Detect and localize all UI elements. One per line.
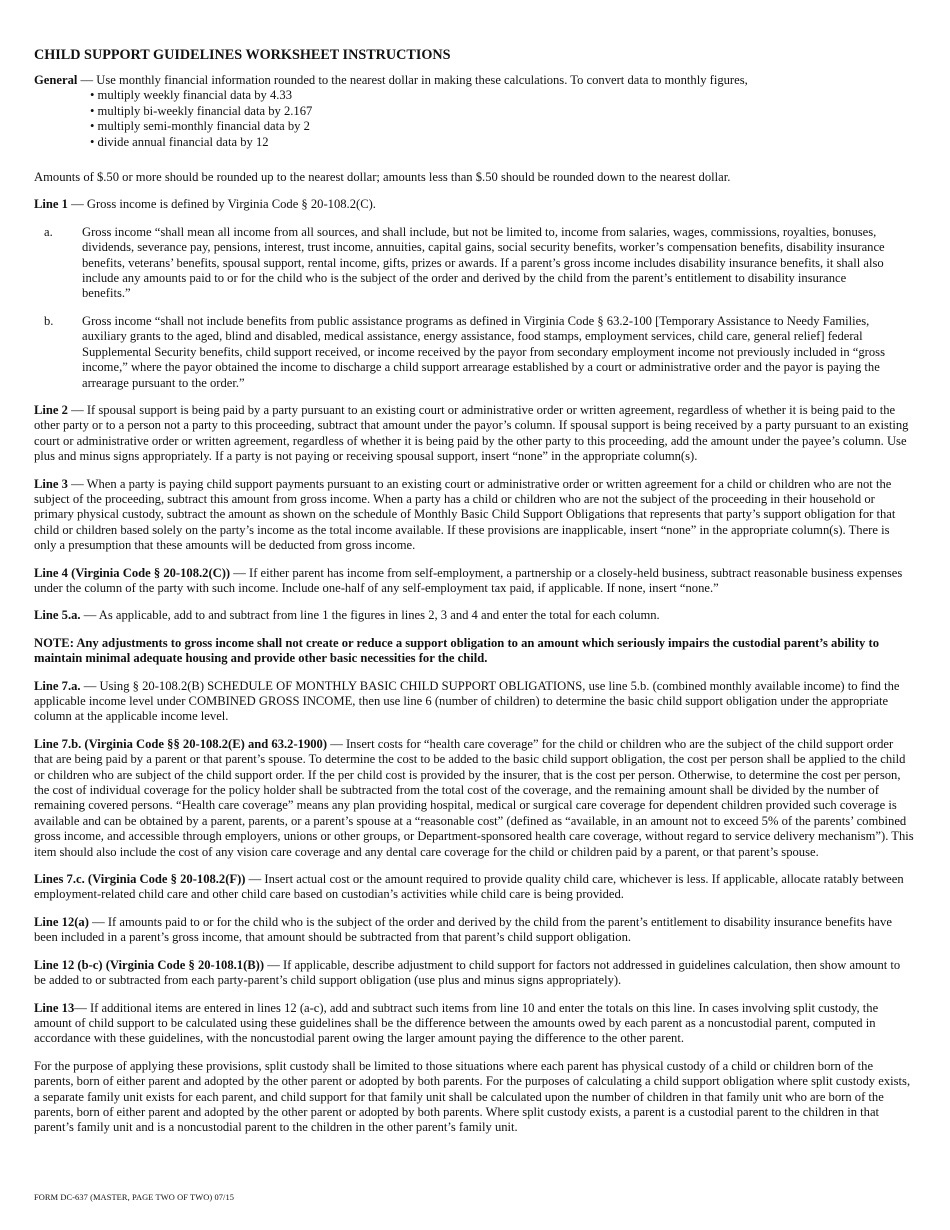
line13-paragraph — [34, 1001, 914, 1047]
line4-label: Line 4 (Virginia Code § 20-108.2(C)) — [34, 565, 231, 580]
line13-label: Line 13 — [34, 1000, 75, 1015]
line7c-text: — Insert actual cost or the amount required to provide quality child care, whichever is less. If applicable, allocate ratably between employment-related child care and other child care based on custodian’s activities while child care is being provided. — [34, 872, 904, 902]
page-title: CHILD SUPPORT GUIDELINES WORKSHEET INSTRUCTIONS — [34, 47, 451, 63]
line1-text: — Gross income is defined by Virginia Code § 20-108.2(C). — [67, 197, 376, 212]
item-text: Gross income “shall not include benefits from public assistance programs as defined in Virginia Code § 63.2-100 [Temporary Assistance to Needy Families, auxiliary grants to the aged, blind and disabled, medical assistance, energy assistance, food stamps, employment services, child care, general relief] federal Supplemental Security benefits, child support received, or income received by the payor from secondary employment income not previously included in “gross income,” where the payor obtained the income to discharge a child support arrearage established by a court or administrative order and the payor is paying the arrearage pursuant to the order.” — [82, 313, 885, 390]
line7b-label: Line 7.b. (Virginia Code §§ 20-108.2(E) and 63.2-1900) — [34, 736, 328, 751]
list-item: • multiply bi-weekly financial data by 2.167 — [90, 103, 313, 118]
line13-text: — If additional items are entered in lines 12 (a-c), add and subtract such items from line 10 and enter the totals on this line. In cases involving split custody, the amount of child support to be calculated using these guidelines shall be the difference between the amounts owed by each parent as a noncustodial parent, computed in accordance with these guidelines, with the noncustodial parent owing the larger amount paying the difference to the other parent. — [34, 1000, 879, 1046]
line5a-label: Line 5.a. — [34, 608, 81, 623]
line12bc-paragraph — [34, 958, 914, 989]
general-text: — Use monthly financial information rounded to the nearest dollar in making these calculations. To convert data to monthly figures, — [77, 73, 748, 87]
line4-text: — If either parent has income from self-employment, a partnership or a closely-held business, subtract reasonable business expenses under the column of the party with such income. Include one-half of any self-employment tax paid, if applicable. If none, insert “none.” — [34, 565, 903, 595]
line7b-text: — Insert costs for “health care coverage” for the child or children who are the subject of the child support order that are being paid by a parent or that parent’s spouse. To determine the cost to be added to the basic child support obligation, the cost per person shall be applied to the child or children who are subject of the child support order. If the per child cost is provided by the insurer, that is the cost per person. Otherwise, to determine the cost per person, the cost of individual coverage for the policy holder shall be subtracted from the total cost of the coverage, and the remaining amount shall be divided by the number of remaining covered persons. “Health care coverage” means any plan providing hospital, medical or surgical care coverage for dependent children provided such coverage is available and can be obtained by a parent, parents, or a parent’s spouse at a “reasonable cost” (defined as “available, in an amount not to exceed 5% of the parents’ combined gross income, and accessible through employers, unions or other groups, or Department-sponsored health care coverage, without regard to service delivery mechanism”). This item should also include the cost of any vision care coverage and any dental care coverage for the child or children paid by a parent, or that parent’s spouse. — [34, 736, 914, 859]
line1-item-b — [34, 314, 914, 391]
general-paragraph — [34, 73, 914, 88]
item-marker: a. — [44, 224, 53, 239]
note-paragraph — [34, 636, 914, 667]
rounding-paragraph: Amounts of $.50 or more should be rounded up to the nearest dollar; amounts less than $.50 should be rounded down to the nearest dollar. — [34, 170, 731, 185]
document-page — [34, 46, 914, 1148]
list-item: • multiply weekly financial data by 4.33 — [90, 88, 293, 103]
line12bc-text: — If applicable, describe adjustment to child support for factors not addressed in guidelines calculation, then show amount to be added to or subtracted from each party-parent’s child support obligation (use plus and minus signs appropriately). — [34, 957, 901, 988]
line1-item-a — [34, 225, 914, 302]
note-text: NOTE: Any adjustments to gross income shall not create or reduce a support obligation to an amount which seriously impairs the custodial parent’s ability to maintain minimal adequate housing and provide other basic necessities for the child. — [34, 635, 879, 666]
line1-label: Line 1 — [34, 197, 68, 212]
split-custody-paragraph: For the purpose of applying these provisions, split custody shall be limited to those situations where each parent has physical custody of a child or children born of the parents, born of either parent and adopted by the other parent or adopted by both parents. For the purposes of calculating a child support obligation where split custody exists, a separate family unit exists for each parent, and child support for that family unit shall be calculated upon the number of children in that family unit who are born of the parents, born of either parent and adopted by the other parent or adopted by both parents. Where split custody exists, a parent is a custodial parent to the children in that parent’s family unit and is a noncustodial parent to the children in the other parent’s family unit. — [34, 1058, 911, 1135]
line5a-text: — As applicable, add to and subtract from line 1 the figures in lines 2, 3 and 4 and enter the total for each column. — [80, 608, 660, 623]
line2-paragraph — [34, 403, 914, 465]
line7a-text: — Using § 20-108.2(B) SCHEDULE OF MONTHLY BASIC CHILD SUPPORT OBLIGATIONS, use line 5.b. (combined monthly available income) to find the applicable income level under COMBINED GROSS INCOME, then use line 6 (number of children) to determine the basic child support obligation under the appropriate column at the applicable income level. — [34, 678, 900, 724]
line7c-label: Lines 7.c. (Virginia Code § 20-108.2(F)) — [34, 872, 246, 887]
form-footer: FORM DC-637 (MASTER, PAGE TWO OF TWO) 07/15 — [34, 1193, 235, 1202]
line12a-label: Line 12(a) — [34, 914, 89, 929]
line3-text: — When a party is paying child support payments pursuant to an existing court or administrative order or written agreement for a child or children who are not the subject of the proceeding, subtract this amount from gross income. When a party has a child or children who are not the subject of the proceeding in their household or primary physical custody, subtract the amount as shown on the schedule of Monthly Basic Child Support Obligations that represents that party’s support obligation for that child or children based solely on the party’s income as the total income available. If these provisions are inapplicable, insert “none” in the appropriate column(s). There is only a presumption that these amounts will be deducted from gross income. — [34, 476, 896, 553]
line1-paragraph — [34, 197, 914, 212]
general-label: General — [34, 73, 78, 87]
item-text: Gross income “shall mean all income from all sources, and shall include, but not be limited to, income from salaries, wages, commissions, royalties, bonuses, dividends, severance pay, pensions, interest, trust income, annuities, capital gains, social security benefits, worker’s compensation benefits, disability insurance benefits, veterans’ benefits, spousal support, rental income, gifts, prizes or awards. If a parent’s gross income includes disability insurance benefits, it shall also include any amounts paid to or for the child who is the subject of the order and derived by the child from the parent’s entitlement to disability insurance benefits.” — [82, 224, 885, 301]
line5a-paragraph — [34, 608, 914, 623]
item-marker: b. — [44, 313, 54, 328]
line4-paragraph — [34, 566, 914, 597]
line7a-label: Line 7.a. — [34, 678, 81, 693]
line12bc-label: Line 12 (b-c) (Virginia Code § 20-108.1(B)) — [34, 957, 265, 972]
line12a-text: — If amounts paid to or for the child who is the subject of the order and derived by the child from the parent’s entitlement to disability insurance benefits have been included in a parent’s gross income, that amount should be subtracted from that parent’s child support obligation. — [34, 914, 892, 945]
line2-text: — If spousal support is being paid by a party pursuant to an existing court or administrative order or written agreement, regardless of whether it is being paid to the other party or to a person not a party to this proceeding, subtract that amount under the payor’s column. If spousal support is being received by a party pursuant to an existing court or administrative order or written agreement, regardless of whether it is being paid by the other party to this proceeding, add the amount under the payee’s column. Use plus and minus signs appropriately. If a party is not paying or receiving spousal support, insert “none” in the appropriate column(s). — [34, 402, 909, 464]
conversion-list — [90, 88, 914, 150]
line7c-paragraph — [34, 872, 914, 903]
line12a-paragraph — [34, 915, 914, 946]
line2-label: Line 2 — [34, 402, 68, 417]
line3-paragraph — [34, 477, 914, 554]
line3-label: Line 3 — [34, 476, 68, 491]
list-item: • divide annual financial data by 12 — [90, 134, 269, 149]
list-item: • multiply semi-monthly financial data by 2 — [90, 119, 310, 134]
line7a-paragraph — [34, 679, 914, 725]
line7b-paragraph — [34, 737, 914, 860]
